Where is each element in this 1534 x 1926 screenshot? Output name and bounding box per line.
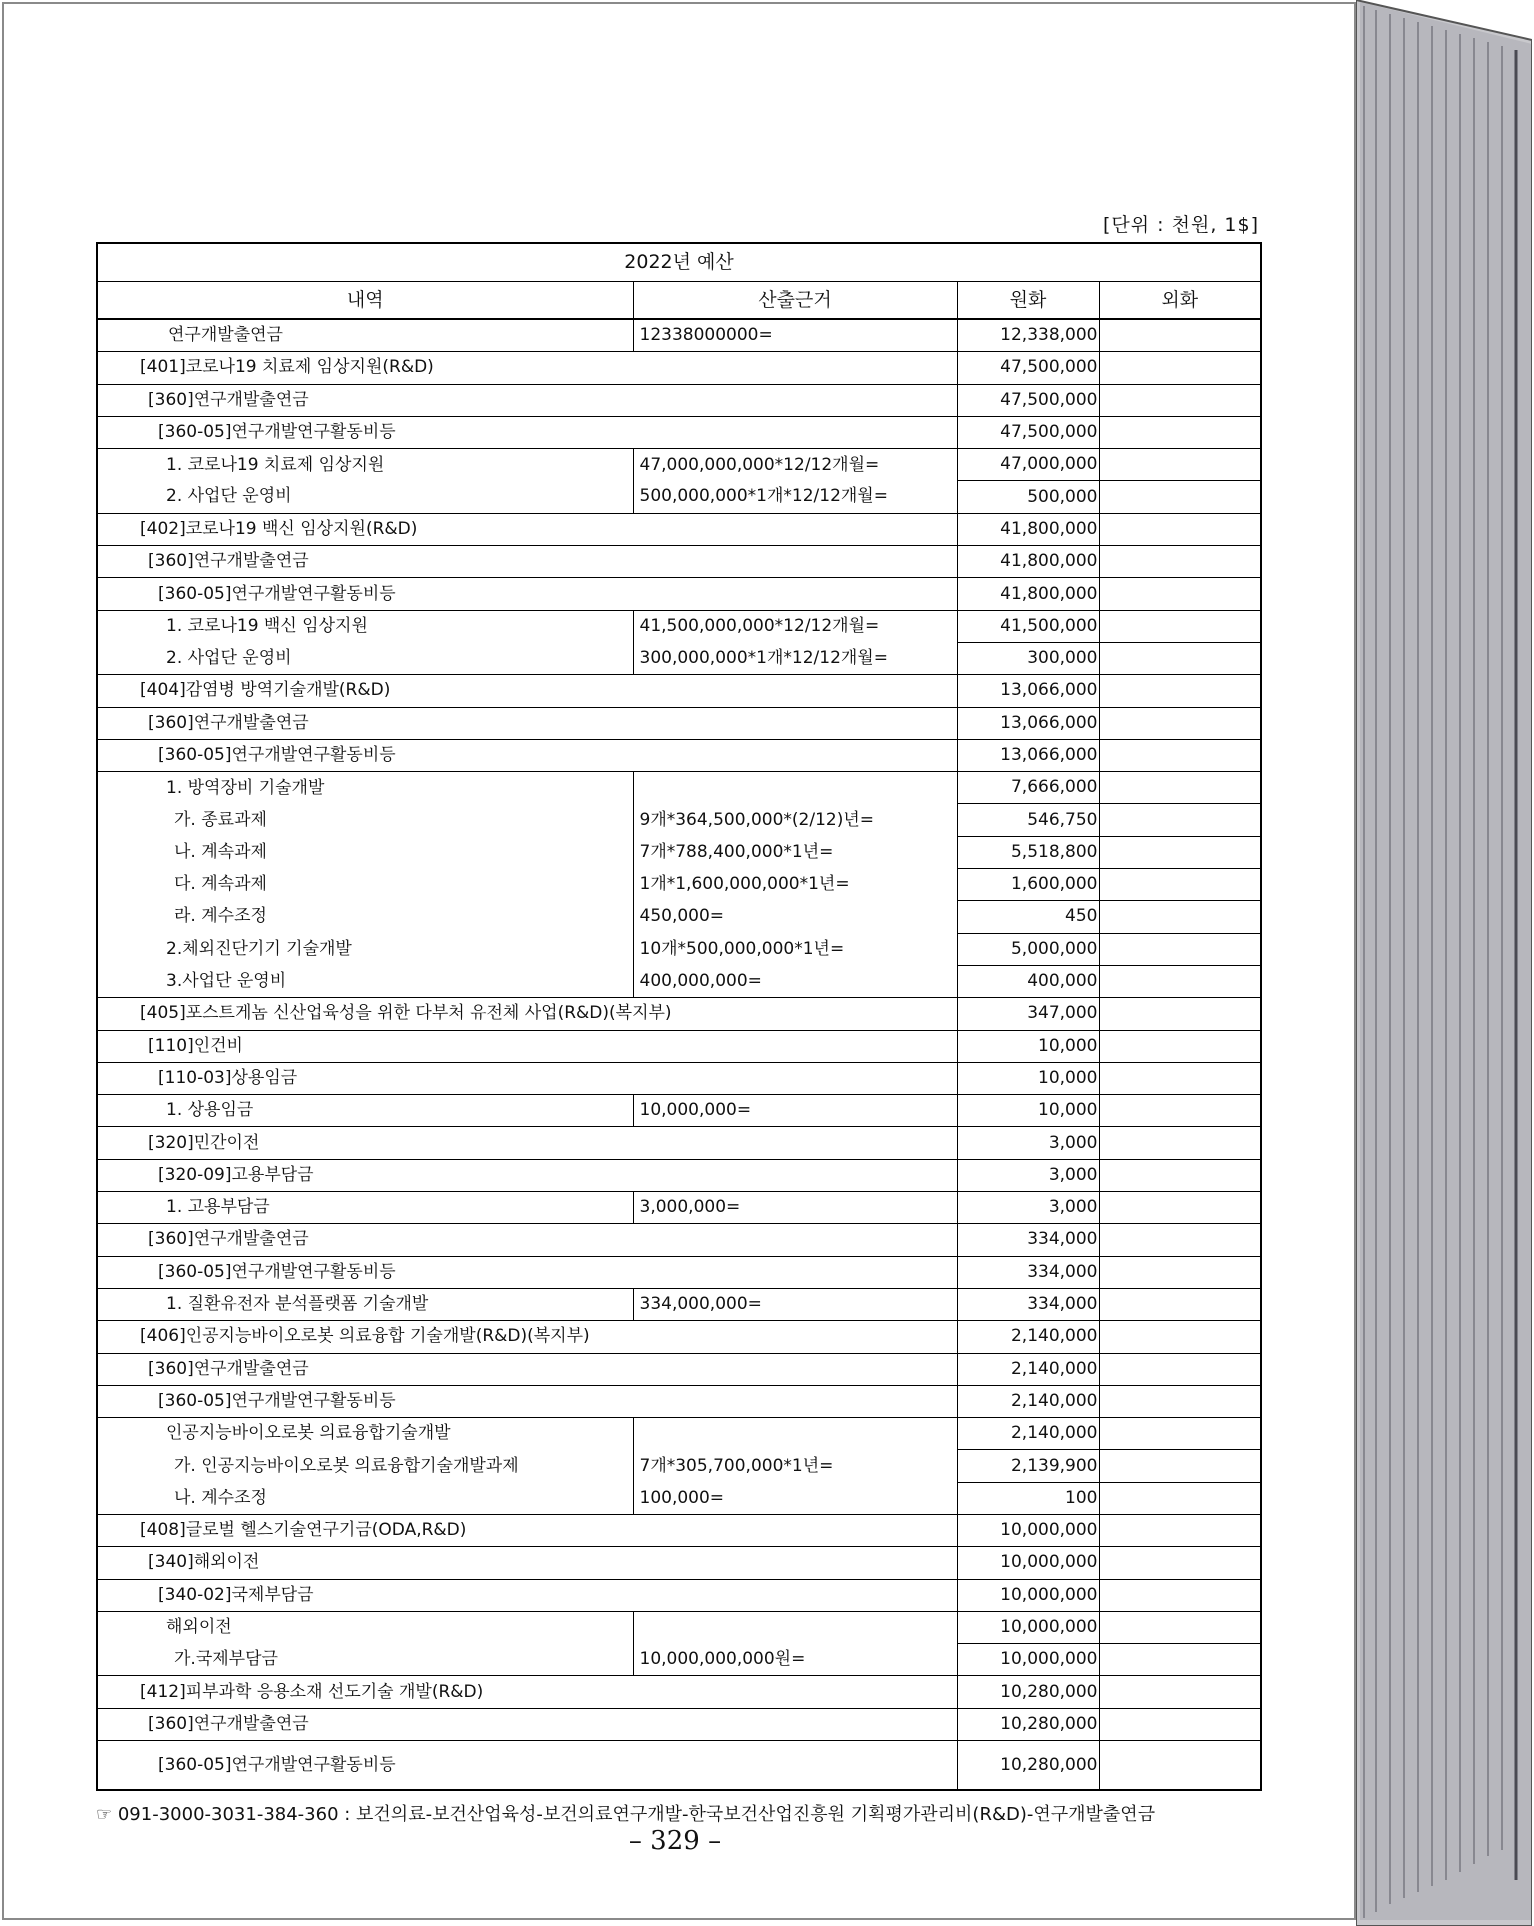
- table-row: [97, 1676, 1261, 1708]
- table-row: [97, 707, 1261, 739]
- row-won: 10,000,000: [957, 1547, 1099, 1579]
- row-won: 5,518,800: [957, 836, 1099, 868]
- table-row: [97, 998, 1261, 1030]
- row-item: [110]인건비: [97, 1030, 957, 1062]
- row-basis: 47,000,000,000*12/12개월=: [633, 449, 957, 481]
- budget-table: [96, 242, 1262, 1791]
- row-foreign: [1099, 319, 1261, 352]
- row-foreign: [1099, 546, 1261, 578]
- row-foreign: [1099, 642, 1261, 674]
- unit-label: [단위 : 천원, 1$]: [1103, 214, 1259, 236]
- row-won: 10,000: [957, 1030, 1099, 1062]
- row-basis: 1개*1,600,000,000*1년=: [633, 869, 957, 901]
- row-basis: 334,000,000=: [633, 1288, 957, 1320]
- row-won: 41,800,000: [957, 513, 1099, 545]
- row-item: 1. 질환유전자 분석플랫폼 기술개발: [97, 1288, 633, 1320]
- row-won: 3,000: [957, 1127, 1099, 1159]
- row-item: 나. 계수조정: [97, 1482, 633, 1514]
- table-row: [97, 1224, 1261, 1256]
- row-foreign: [1099, 416, 1261, 448]
- row-item: [360-05]연구개발연구활동비등: [97, 1385, 957, 1417]
- row-foreign: [1099, 384, 1261, 416]
- row-won: 300,000: [957, 642, 1099, 674]
- table-row: [97, 481, 1261, 513]
- table-row: [97, 933, 1261, 965]
- row-won: 13,066,000: [957, 707, 1099, 739]
- row-foreign: [1099, 578, 1261, 610]
- row-item: 1. 코로나19 치료제 임상지원: [97, 449, 633, 481]
- row-item: 나. 계속과제: [97, 836, 633, 868]
- row-item: 1. 고용부담금: [97, 1192, 633, 1224]
- table-row: [97, 1192, 1261, 1224]
- table-row: [97, 449, 1261, 481]
- table-row: [97, 1708, 1261, 1740]
- table-row: [97, 869, 1261, 901]
- row-won: 10,000,000: [957, 1579, 1099, 1611]
- footnote: ☞ 091-3000-3031-384-360 : 보건의료-보건산업육성-보건의료연구개발-한국보건산업진흥원 기획평가관리비(R&D)-연구개발출연금: [96, 1804, 1156, 1825]
- table-row: [97, 513, 1261, 545]
- row-won: 10,280,000: [957, 1676, 1099, 1708]
- row-foreign: [1099, 804, 1261, 836]
- table-row: [97, 965, 1261, 997]
- row-won: 334,000: [957, 1224, 1099, 1256]
- table-row: [97, 1385, 1261, 1417]
- table-caption: 2022년 예산: [97, 243, 1261, 282]
- table-row: [97, 1579, 1261, 1611]
- row-basis: [633, 1418, 957, 1450]
- row-item: 인공지능바이오로봇 의료융합기술개발: [97, 1418, 633, 1450]
- row-won: 334,000: [957, 1288, 1099, 1320]
- row-won: 10,280,000: [957, 1741, 1099, 1791]
- row-foreign: [1099, 610, 1261, 642]
- row-won: 1,600,000: [957, 869, 1099, 901]
- table-row: [97, 1482, 1261, 1514]
- row-basis: 7개*305,700,000*1년=: [633, 1450, 957, 1482]
- row-basis: [633, 772, 957, 804]
- row-foreign: [1099, 1611, 1261, 1643]
- table-row: [97, 610, 1261, 642]
- row-item: [360]연구개발출연금: [97, 546, 957, 578]
- row-foreign: [1099, 1192, 1261, 1224]
- header-item: 내역: [97, 282, 633, 320]
- row-item: [360]연구개발출연금: [97, 1353, 957, 1385]
- table-row: [97, 642, 1261, 674]
- table-row: [97, 1644, 1261, 1676]
- row-won: 3,000: [957, 1159, 1099, 1191]
- row-foreign: [1099, 1353, 1261, 1385]
- row-foreign: [1099, 998, 1261, 1030]
- row-won: 41,500,000: [957, 610, 1099, 642]
- row-foreign: [1099, 772, 1261, 804]
- page-number: – 329 –: [628, 1826, 722, 1856]
- table-row: [97, 1611, 1261, 1643]
- row-item: [110-03]상용임금: [97, 1062, 957, 1094]
- row-item: [405]포스트게놈 신산업육성을 위한 다부처 유전체 사업(R&D)(복지부): [97, 998, 957, 1030]
- table-row: [97, 1030, 1261, 1062]
- row-foreign: [1099, 1708, 1261, 1740]
- row-foreign: [1099, 352, 1261, 384]
- row-foreign: [1099, 1288, 1261, 1320]
- table-row: [97, 1741, 1261, 1791]
- row-won: 450: [957, 901, 1099, 933]
- row-foreign: [1099, 1741, 1261, 1791]
- row-item: 1. 방역장비 기술개발: [97, 772, 633, 804]
- header-foreign: 외화: [1099, 282, 1261, 320]
- row-foreign: [1099, 1418, 1261, 1450]
- row-item: [360-05]연구개발연구활동비등: [97, 739, 957, 771]
- row-basis: 41,500,000,000*12/12개월=: [633, 610, 957, 642]
- table-row: [97, 384, 1261, 416]
- row-foreign: [1099, 1321, 1261, 1353]
- table-row: [97, 836, 1261, 868]
- row-foreign: [1099, 965, 1261, 997]
- row-item: [412]피부과학 응용소재 선도기술 개발(R&D): [97, 1676, 957, 1708]
- table-row: [97, 1353, 1261, 1385]
- row-item: [408]글로벌 헬스기술연구기금(ODA,R&D): [97, 1514, 957, 1546]
- row-foreign: [1099, 869, 1261, 901]
- row-item: [320]민간이전: [97, 1127, 957, 1159]
- row-basis: 3,000,000=: [633, 1192, 957, 1224]
- row-foreign: [1099, 1450, 1261, 1482]
- row-won: 10,280,000: [957, 1708, 1099, 1740]
- row-item: 가. 종료과제: [97, 804, 633, 836]
- row-won: 47,500,000: [957, 352, 1099, 384]
- row-foreign: [1099, 1676, 1261, 1708]
- row-won: 47,000,000: [957, 449, 1099, 481]
- page-stack-edge: [1356, 0, 1532, 1926]
- row-item: 3.사업단 운영비: [97, 965, 633, 997]
- row-won: 400,000: [957, 965, 1099, 997]
- row-won: 10,000,000: [957, 1611, 1099, 1643]
- row-item: [360]연구개발출연금: [97, 707, 957, 739]
- row-won: 2,140,000: [957, 1321, 1099, 1353]
- row-item: [360-05]연구개발연구활동비등: [97, 578, 957, 610]
- row-foreign: [1099, 1030, 1261, 1062]
- table-row: [97, 901, 1261, 933]
- table-row: [97, 1321, 1261, 1353]
- row-won: 10,000,000: [957, 1514, 1099, 1546]
- row-won: 10,000: [957, 1062, 1099, 1094]
- table-row: [97, 319, 1261, 352]
- table-row: [97, 1095, 1261, 1127]
- table-row: [97, 352, 1261, 384]
- row-foreign: [1099, 449, 1261, 481]
- row-won: 13,066,000: [957, 675, 1099, 707]
- row-won: 47,500,000: [957, 384, 1099, 416]
- row-foreign: [1099, 1547, 1261, 1579]
- header-basis: 산출근거: [633, 282, 957, 320]
- row-won: 7,666,000: [957, 772, 1099, 804]
- row-won: 100: [957, 1482, 1099, 1514]
- table-row: [97, 1418, 1261, 1450]
- row-won: 2,139,900: [957, 1450, 1099, 1482]
- row-won: 41,800,000: [957, 546, 1099, 578]
- row-basis: 500,000,000*1개*12/12개월=: [633, 481, 957, 513]
- table-row: [97, 1062, 1261, 1094]
- table-row: [97, 804, 1261, 836]
- row-won: 334,000: [957, 1256, 1099, 1288]
- row-won: 41,800,000: [957, 578, 1099, 610]
- row-item: [360]연구개발출연금: [97, 384, 957, 416]
- row-foreign: [1099, 1062, 1261, 1094]
- row-basis: 9개*364,500,000*(2/12)년=: [633, 804, 957, 836]
- table-row: [97, 1127, 1261, 1159]
- row-foreign: [1099, 1159, 1261, 1191]
- row-won: 13,066,000: [957, 739, 1099, 771]
- row-item: 2. 사업단 운영비: [97, 642, 633, 674]
- row-item: 라. 계수조정: [97, 901, 633, 933]
- row-won: 347,000: [957, 998, 1099, 1030]
- row-item: [340]해외이전: [97, 1547, 957, 1579]
- row-basis: 10개*500,000,000*1년=: [633, 933, 957, 965]
- row-item: [404]감염병 방역기술개발(R&D): [97, 675, 957, 707]
- row-item: [406]인공지능바이오로봇 의료융합 기술개발(R&D)(복지부): [97, 1321, 957, 1353]
- row-won: 2,140,000: [957, 1353, 1099, 1385]
- row-item: 다. 계속과제: [97, 869, 633, 901]
- row-basis: 10,000,000,000원=: [633, 1644, 957, 1676]
- row-item: [401]코로나19 치료제 임상지원(R&D): [97, 352, 957, 384]
- row-basis: 12338000000=: [633, 319, 957, 352]
- row-foreign: [1099, 1224, 1261, 1256]
- table-row: [97, 416, 1261, 448]
- row-item: [320-09]고용부담금: [97, 1159, 957, 1191]
- row-item: [402]코로나19 백신 임상지원(R&D): [97, 513, 957, 545]
- row-foreign: [1099, 901, 1261, 933]
- row-foreign: [1099, 739, 1261, 771]
- row-foreign: [1099, 1514, 1261, 1546]
- table-row: [97, 1547, 1261, 1579]
- row-basis: 400,000,000=: [633, 965, 957, 997]
- row-won: 500,000: [957, 481, 1099, 513]
- row-item: 가. 인공지능바이오로봇 의료융합기술개발과제: [97, 1450, 633, 1482]
- row-won: 546,750: [957, 804, 1099, 836]
- table-row: [97, 1159, 1261, 1191]
- row-won: 2,140,000: [957, 1385, 1099, 1417]
- row-item: 해외이전: [97, 1611, 633, 1643]
- row-won: 47,500,000: [957, 416, 1099, 448]
- table-row: [97, 1514, 1261, 1546]
- row-basis: [633, 1611, 957, 1643]
- row-foreign: [1099, 481, 1261, 513]
- table-row: [97, 546, 1261, 578]
- row-item: 2.체외진단기기 기술개발: [97, 933, 633, 965]
- row-item: 2. 사업단 운영비: [97, 481, 633, 513]
- row-foreign: [1099, 1095, 1261, 1127]
- header-won: 원화: [957, 282, 1099, 320]
- row-basis: 100,000=: [633, 1482, 957, 1514]
- row-item: [340-02]국제부담금: [97, 1579, 957, 1611]
- row-basis: 10,000,000=: [633, 1095, 957, 1127]
- row-item: [360]연구개발출연금: [97, 1708, 957, 1740]
- row-won: 3,000: [957, 1192, 1099, 1224]
- table-row: [97, 1288, 1261, 1320]
- row-won: 10,000,000: [957, 1644, 1099, 1676]
- row-won: 5,000,000: [957, 933, 1099, 965]
- row-item: 1. 상용임금: [97, 1095, 633, 1127]
- row-basis: 7개*788,400,000*1년=: [633, 836, 957, 868]
- row-foreign: [1099, 1579, 1261, 1611]
- row-item: [360-05]연구개발연구활동비등: [97, 1256, 957, 1288]
- row-foreign: [1099, 1482, 1261, 1514]
- row-item: 연구개발출연금: [97, 319, 633, 352]
- table-row: [97, 739, 1261, 771]
- row-item: 1. 코로나19 백신 임상지원: [97, 610, 633, 642]
- row-basis: 450,000=: [633, 901, 957, 933]
- row-item: [360-05]연구개발연구활동비등: [97, 1741, 957, 1791]
- row-foreign: [1099, 1644, 1261, 1676]
- row-won: 10,000: [957, 1095, 1099, 1127]
- table-row: [97, 772, 1261, 804]
- table-row: [97, 1256, 1261, 1288]
- row-foreign: [1099, 1127, 1261, 1159]
- row-foreign: [1099, 513, 1261, 545]
- row-item: [360-05]연구개발연구활동비등: [97, 416, 957, 448]
- table-row: [97, 1450, 1261, 1482]
- row-foreign: [1099, 675, 1261, 707]
- row-basis: 300,000,000*1개*12/12개월=: [633, 642, 957, 674]
- row-foreign: [1099, 1385, 1261, 1417]
- row-foreign: [1099, 1256, 1261, 1288]
- row-foreign: [1099, 933, 1261, 965]
- table-row: [97, 675, 1261, 707]
- row-item: 가.국제부담금: [97, 1644, 633, 1676]
- row-won: 2,140,000: [957, 1418, 1099, 1450]
- row-won: 12,338,000: [957, 319, 1099, 352]
- row-foreign: [1099, 707, 1261, 739]
- table-row: [97, 578, 1261, 610]
- row-item: [360]연구개발출연금: [97, 1224, 957, 1256]
- row-foreign: [1099, 836, 1261, 868]
